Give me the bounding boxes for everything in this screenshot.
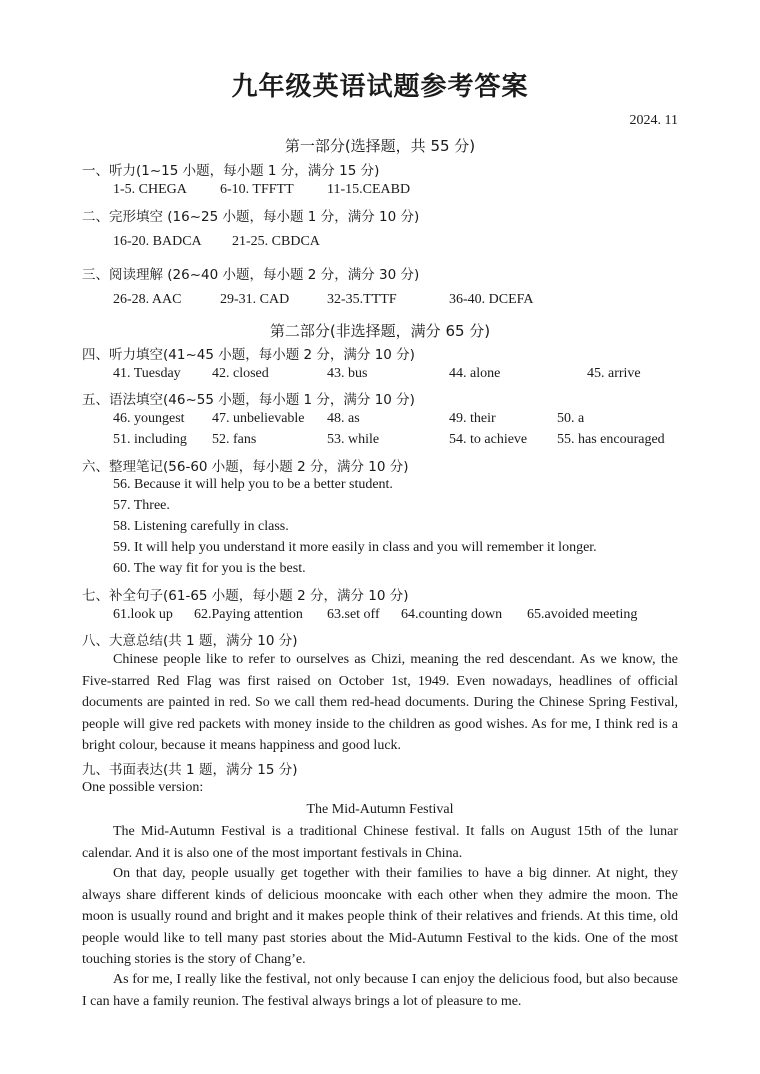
answer-item: 63.set off (327, 607, 380, 622)
answer-item: 45. arrive (587, 366, 641, 381)
part1-heading: 第一部分(选择题，共 55 分) (284, 137, 476, 155)
note-line: 60. The way fit for you is the best. (113, 561, 306, 576)
note-line: 58. Listening carefully in class. (113, 519, 289, 534)
answer-item: 6-10. TFFTT (220, 182, 294, 197)
answer-item: 21-25. CBDCA (232, 234, 320, 249)
section9-header: 九、书面表达(共 1 题，满分 15 分) (82, 762, 298, 778)
answer-item: 51. including (113, 432, 187, 447)
answer-item: 32-35.TTTF (327, 292, 397, 307)
note-line: 59. It will help you understand it more easily in class and you will remember it longer. (113, 540, 597, 555)
section2-header: 二、完形填空 (16~25 小题，每小题 1 分，满分 10 分) (82, 209, 420, 225)
answer-item: 53. while (327, 432, 380, 447)
note-line: 57. Three. (113, 498, 170, 513)
answer-item: 55. has encouraged (557, 432, 665, 447)
section6-header: 六、整理笔记(56-60 小题，每小题 2 分，满分 10 分) (82, 459, 409, 475)
answer-item: 46. youngest (113, 411, 185, 426)
answer-item: 54. to achieve (449, 432, 528, 447)
answer-item: 41. Tuesday (113, 366, 181, 381)
answer-item: 61.look up (113, 607, 173, 622)
section4-header: 四、听力填空(41~45 小题，每小题 2 分，满分 10 分) (82, 347, 415, 363)
answer-item: 1-5. CHEGA (113, 182, 187, 197)
essay-paragraph: On that day, people usually get together with their families to have a big dinner. At night, they always share different kinds of delicious mooncake with each other when they admire the moon. The moon is usually round and bright and it makes people think of their relatives and friends. At this time, old people would like to tell many past stories about the Mid-Autumn Festival to the kids. One of the most touching stories is the story of Chang’e. (82, 866, 678, 967)
answer-item: 44. alone (449, 366, 501, 381)
answer-item: 36-40. DCEFA (449, 292, 534, 307)
answer-item: 43. bus (327, 366, 368, 381)
note-line: 56. Because it will help you to be a better student. (113, 477, 393, 492)
answer-item: 62.Paying attention (194, 607, 303, 622)
answer-item: 49. their (449, 411, 496, 426)
part2-heading: 第二部分(非选择题，满分 65 分) (269, 322, 491, 340)
essay-paragraph: The Mid-Autumn Festival is a traditional Chinese festival. It falls on August 15th of the lunar calendar. And it is also one of the most important festivals in China. (82, 824, 678, 861)
page-title: 九年级英语试题参考答案 (231, 72, 529, 102)
answer-item: 42. closed (212, 366, 269, 381)
date-label: 2024. 11 (629, 113, 678, 128)
answer-item: 26-28. AAC (113, 292, 182, 307)
answer-item: 65.avoided meeting (527, 607, 638, 622)
section1-header: 一、听力(1~15 小题，每小题 1 分，满分 15 分) (82, 163, 380, 179)
essay-title: The Mid-Autumn Festival (306, 802, 454, 817)
section8-header: 八、大意总结(共 1 题，满分 10 分) (82, 633, 298, 649)
answer-item: 48. as (327, 411, 360, 426)
version-intro: One possible version: (82, 780, 204, 795)
answer-item: 47. unbelievable (212, 411, 305, 426)
answer-item: 16-20. BADCA (113, 234, 202, 249)
section3-header: 三、阅读理解 (26~40 小题，每小题 2 分，满分 30 分) (82, 267, 420, 283)
essay-paragraph: As for me, I really like the festival, not only because I can enjoy the delicious food, but also because I can have a family reunion. The festival always brings a lot of pleasure to me. (82, 972, 678, 1009)
section5-header: 五、语法填空(46~55 小题，每小题 1 分，满分 10 分) (82, 392, 415, 408)
summary-paragraph: Chinese people like to refer to ourselves as Chizi, meaning the red descendant. As we know, the Five-starred Red Flag was first raised on October 1st, 1949. Even nowadays, headlines of official documents are painted in red. So we call them red-head documents. During the Chinese Spring Festival, people will give red packets with money inside to the children as good wishes. As for me, I think red is a bright colour, because it means happiness and good luck. (82, 652, 678, 753)
answer-item: 52. fans (212, 432, 257, 447)
answer-item: 11-15.CEABD (327, 182, 411, 197)
answer-item: 50. a (557, 411, 585, 426)
answer-item: 29-31. CAD (220, 292, 290, 307)
answer-item: 64.counting down (401, 607, 503, 622)
section7-header: 七、补全句子(61-65 小题，每小题 2 分，满分 10 分) (82, 588, 409, 604)
